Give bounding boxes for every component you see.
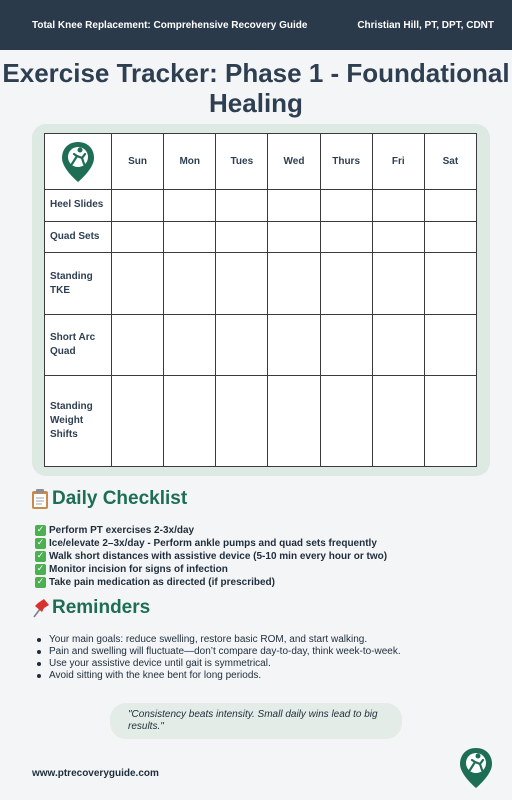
checklist-item-text: Perform PT exercises 2-3x/day [49,525,195,536]
tracker-cell[interactable] [424,190,476,222]
checklist-item-text: Monitor incision for signs of infection [49,564,228,575]
day-sun: Sun [112,134,164,190]
day-wed: Wed [268,134,320,190]
daily-checklist-heading [30,488,187,510]
checkmark-icon: ✓ [36,564,45,574]
location-pin-logo-icon [458,746,494,790]
exercise-label: Heel Slides [45,190,112,222]
tracker-cell[interactable] [268,221,320,253]
checklist-item-text: Ice/elevate 2–3x/day - Perform ankle pumps and quad sets frequently [49,538,377,549]
tracker-cell[interactable] [164,253,216,314]
motivational-quote: "Consistency beats intensity. Small daily wins lead to big results." [110,703,402,739]
checkmark-icon: ✓ [36,538,45,548]
list-item: Pain and swelling will fluctuate—don’t compare day-to-day, think week-to-week. [35,646,401,658]
list-item: Your main goals: reduce swelling, restore basic ROM, and start walking. [35,634,401,646]
list-item [35,563,387,576]
tracker-cell[interactable] [372,253,424,314]
clipboard-icon [30,488,50,510]
list-item [35,550,387,563]
author-name: Christian Hill, PT, DPT, CDNT [357,19,494,31]
checkmark-icon: ✓ [36,577,45,587]
exercise-label: Standing Weight Shifts [45,376,112,467]
tracker-cell[interactable] [268,190,320,222]
reminders-list [35,634,401,682]
daily-checklist [35,524,387,589]
tracker-cell[interactable] [268,376,320,467]
top-header-bar [0,0,512,50]
tracker-panel [32,124,490,476]
tracker-cell[interactable] [424,221,476,253]
table-row [45,376,477,467]
logo-cell [45,134,112,190]
tracker-cell[interactable] [216,253,268,314]
location-pin-logo-icon [60,140,96,184]
tracker-cell[interactable] [216,376,268,467]
tracker-cell[interactable] [112,221,164,253]
reminders-title: Reminders [52,597,151,618]
tracker-cell[interactable] [424,253,476,314]
list-item [35,537,387,550]
day-sat: Sat [424,134,476,190]
tracker-cell[interactable] [372,314,424,375]
tracker-cell[interactable] [372,221,424,253]
table-row [45,314,477,375]
checklist-item-text: Walk short distances with assistive device (5-10 min every hour or two) [49,551,388,562]
tracker-cell[interactable] [112,376,164,467]
checkmark-icon: ✓ [36,551,45,561]
tracker-cell[interactable] [216,190,268,222]
list-item [35,524,387,537]
pushpin-icon [30,597,50,619]
tracker-cell[interactable] [112,253,164,314]
tracker-cell[interactable] [112,314,164,375]
footer-website-link[interactable]: www.ptrecoveryguide.com [32,768,159,779]
tracker-cell[interactable] [164,314,216,375]
table-row [45,190,477,222]
tracker-cell[interactable] [424,314,476,375]
tracker-cell[interactable] [164,376,216,467]
tracker-cell[interactable] [164,221,216,253]
tracker-cell[interactable] [320,314,372,375]
day-header-row [45,134,477,190]
page-title: Exercise Tracker: Phase 1 - Foundational Healing [2,58,510,118]
list-item: Use your assistive device until gait is symmetrical. [35,658,401,670]
day-mon: Mon [164,134,216,190]
day-fri: Fri [372,134,424,190]
exercise-tracker-table [44,133,477,467]
tracker-cell[interactable] [164,190,216,222]
list-item: Avoid sitting with the knee bent for long periods. [35,670,401,682]
exercise-label: Short Arc Quad [45,314,112,375]
exercise-label: Standing TKE [45,253,112,314]
tracker-cell[interactable] [320,190,372,222]
tracker-cell[interactable] [112,190,164,222]
exercise-label: Quad Sets [45,221,112,253]
tracker-cell[interactable] [216,314,268,375]
day-thurs: Thurs [320,134,372,190]
checkmark-icon: ✓ [36,525,45,535]
tracker-cell[interactable] [320,253,372,314]
day-tues: Tues [216,134,268,190]
guide-title: Total Knee Replacement: Comprehensive Recovery Guide [32,19,308,31]
tracker-cell[interactable] [372,376,424,467]
table-row [45,221,477,253]
tracker-cell[interactable] [216,221,268,253]
table-row [45,253,477,314]
tracker-cell[interactable] [372,190,424,222]
tracker-cell[interactable] [268,314,320,375]
checklist-title: Daily Checklist [52,488,188,509]
tracker-cell[interactable] [320,376,372,467]
reminders-heading [30,597,150,619]
tracker-cell[interactable] [268,253,320,314]
checklist-item-text: Take pain medication as directed (if prescribed) [49,577,275,588]
list-item [35,576,387,589]
tracker-cell[interactable] [424,376,476,467]
tracker-cell[interactable] [320,221,372,253]
